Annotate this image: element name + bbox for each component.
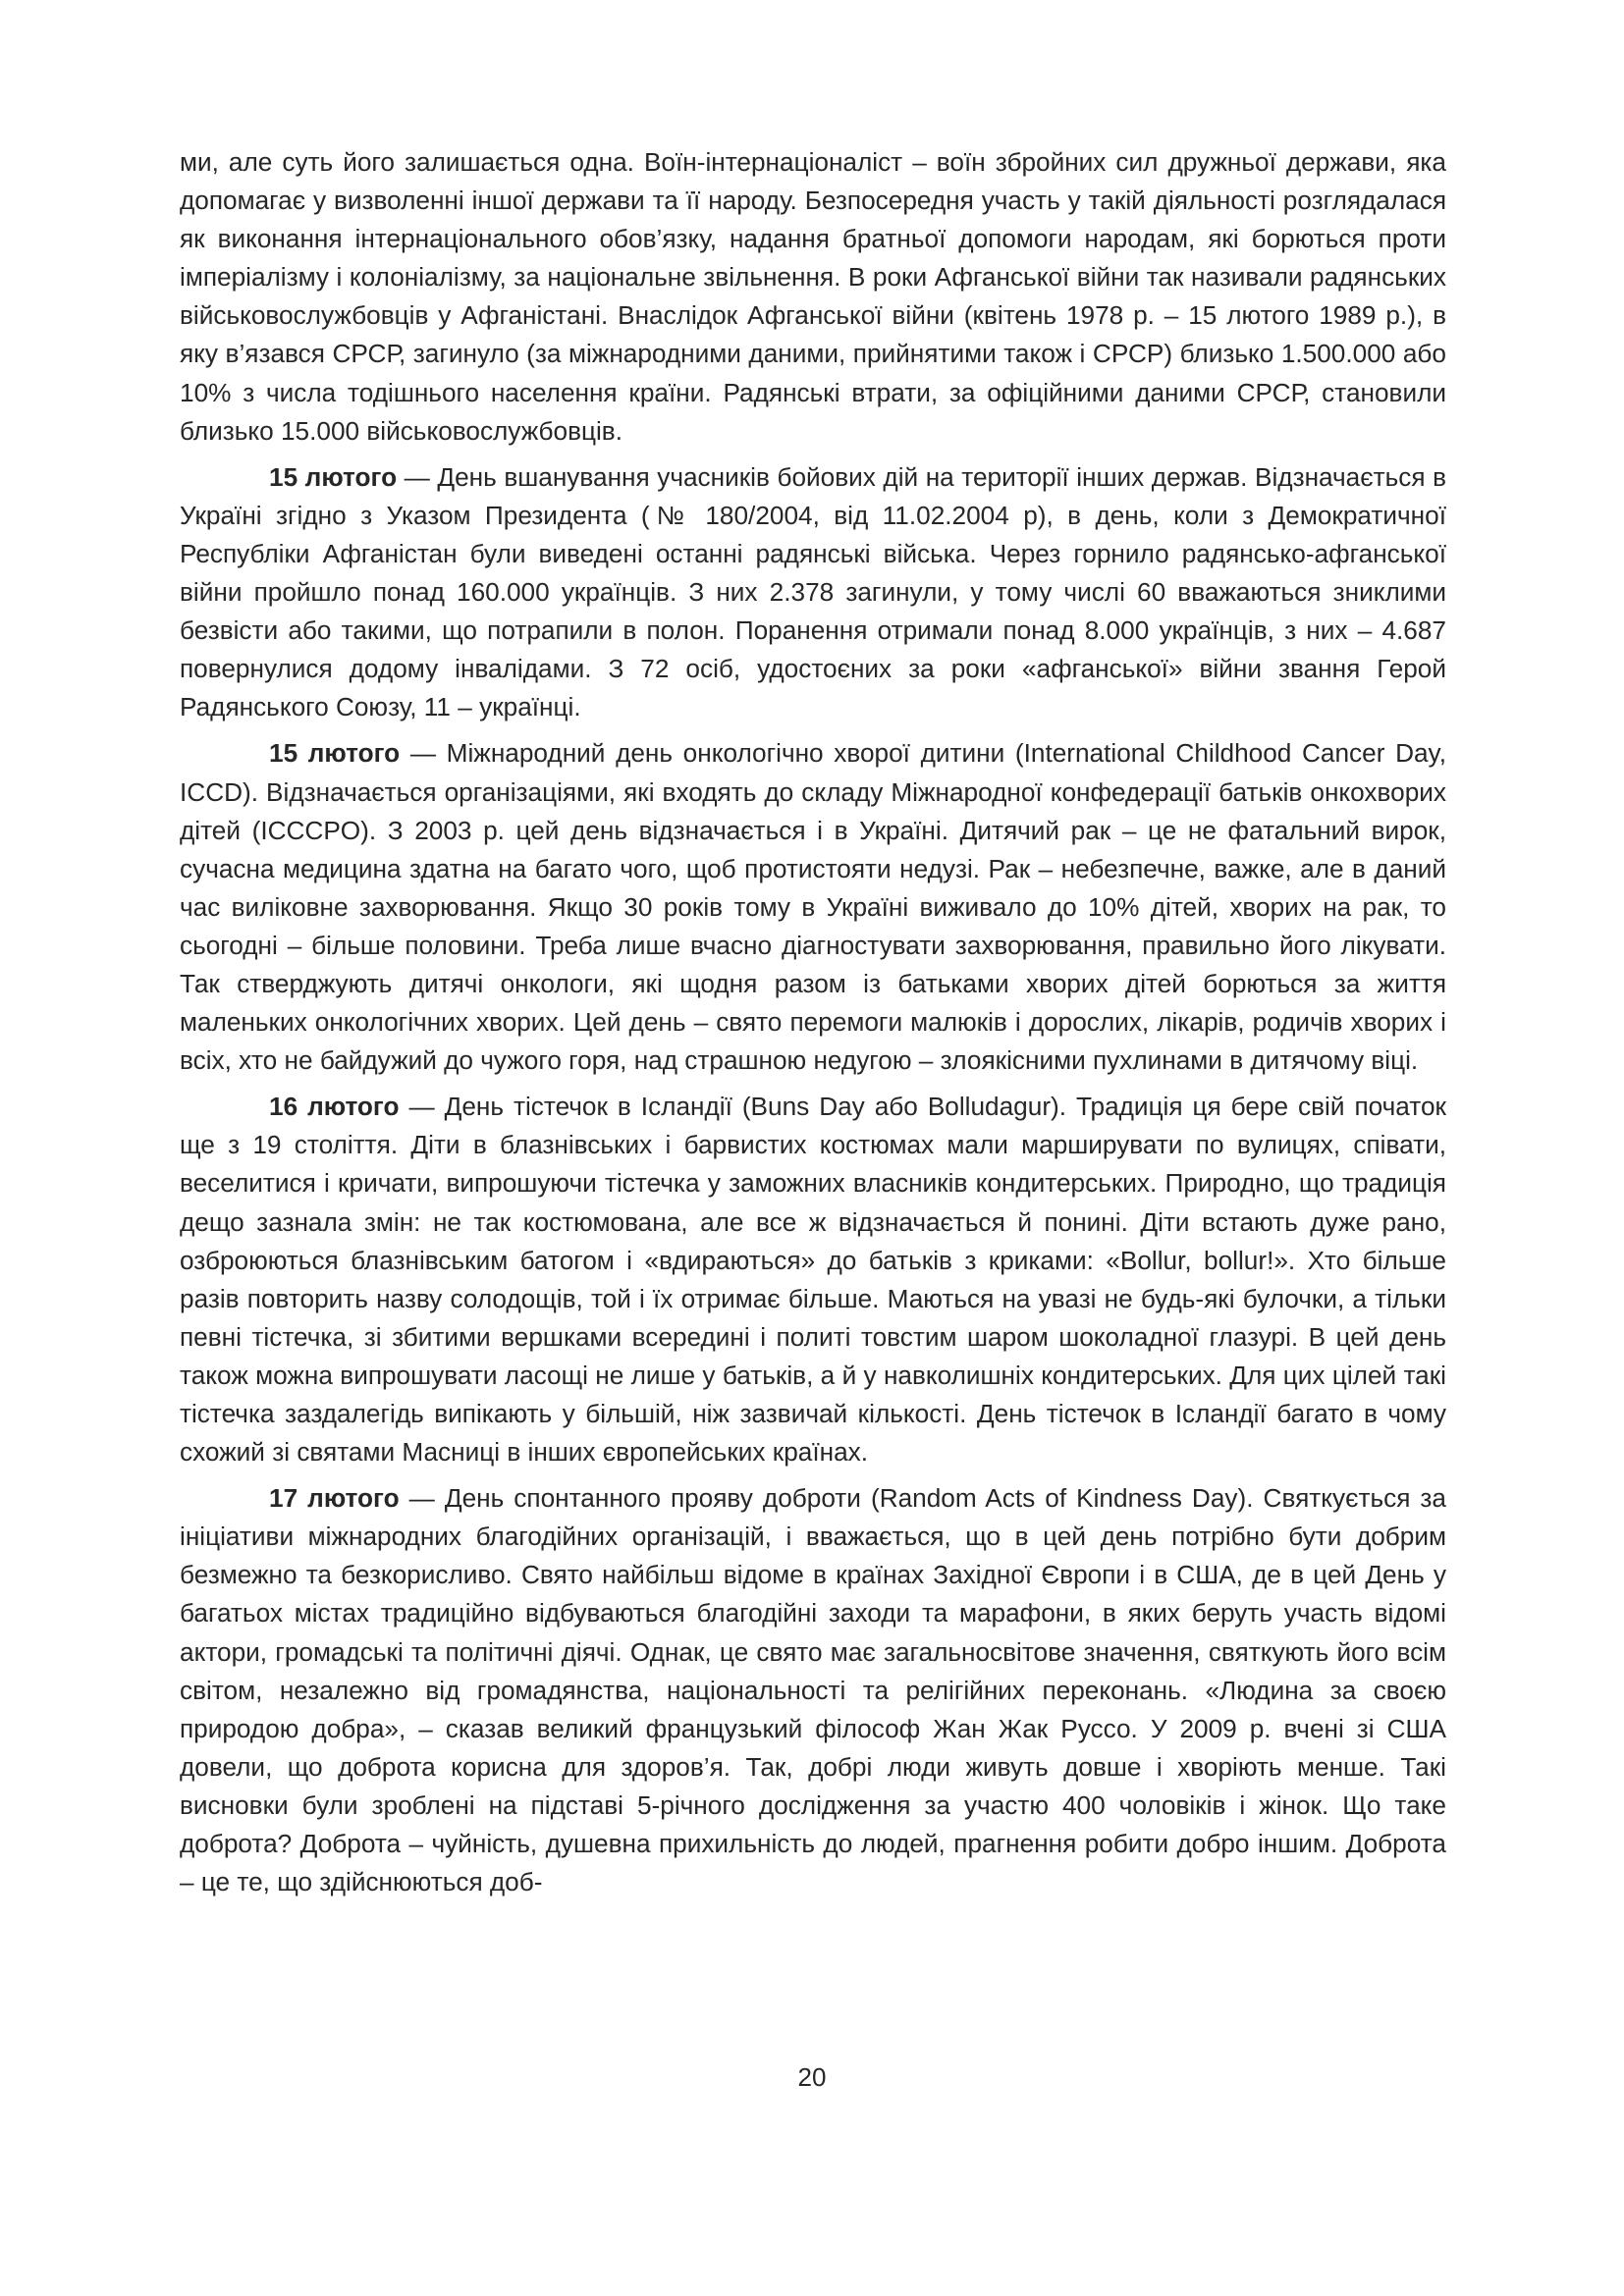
paragraph-text: — Міжнародний день онкологічно хворої дитини (International Childhood Cancer Day, ICCD). Відзначається організаціями, які входять до складу Міжнародної конфедерації батьків онкохворих дітей (ICCCPO). З 2003 р. цей день відзначається і в Україні. Дитячий рак – це не фатальний вирок, сучасна медицина здатна на багато чого, щоб протистояти недузі. Рак – небезпечне, важке, але в даний час виліковне захворювання. Якщо 30 років тому в Україні виживало до 10% дітей, хворих на рак, то сьогодні – більше половини. Треба лише вчасно діагностувати захворювання, правильно його лікувати. Так стверджують дитячі онкологи, які щодня разом із батьками хворих дітей борються за життя маленьких онкологічних хворих. Цей день – свято перемоги малюків і дорослих, лікарів, родичів хворих і всіх, хто не байдужий до чужого горя, над страшною недугою – злоякісними пухлинами в дитячому віці.	[180, 738, 1446, 1076]
paragraph-continuation	[180, 143, 1446, 451]
paragraph-date: 15 лютого	[269, 461, 398, 492]
paragraph-buns-day	[180, 1088, 1446, 1471]
page-number: 20	[797, 2062, 827, 2092]
paragraph-text: — День тістечок в Ісландії (Buns Day або Bolludagur). Традиція ця бере свій початок ще з 19 століття. Діти в блазнівських і барвистих костюмах мали марширувати по вулицях, співати, веселитися і кричати, випрошуючи тістечка у заможних власників кондитерських. Природно, що традиція дещо зазнала змін: не так костюмована, але все ж відзначається й понині. Діти встають дуже рано, озброюються блазнівським батогом і «вдираються» до батьків з криками: «Bollur, bollur!». Хто більше разів повторить назву солодощів, той і їх отримає більше. Маються на увазі не будь-які булочки, а тільки певні тістечка, зі збитими вершками всередині і политі товстим шаром шоколадної глазурі. В цей день також можна випрошувати ласощі не лише у батьків, а й у навколишніх кондитерських. Для цих цілей такі тістечка заздалегідь випікають у більшій, ніж зазвичай кількості. День тістечок в Ісландії багато в чому схожий зі святами Масниці в інших європейських країнах.	[180, 1092, 1446, 1468]
paragraph-date: 15 лютого	[269, 738, 401, 769]
paragraph-veterans-day	[180, 458, 1446, 727]
page-body	[180, 143, 1446, 1909]
paragraph-text: — День спонтанного прояву доброти (Random Acts of Kindness Day). Святкується за ініціативи міжнародних благодійних організацій, і вважається, що в цей день потрібно бути добрим безмежно та безкорисливо. Свято найбільш відоме в країнах Західної Європи і в США, де в цей День у багатьох містах традиційно відбуваються благодійні заходи та марафони, в яких беруть участь відомі актори, громадські та політичні діячі. Однак, це свято має загальносвітове значення, святкують його всім світом, незалежно від громадянства, національності та релігійних переконань. «Людина за своєю природою добра», – сказав великий французький філософ Жан Жак Руссо. У 2009 р. вчені зі США довели, що доброта корисна для здоров’я. Так, добрі люди живуть довше і хворіють менше. Такі висновки були зроблені на підставі 5-річного дослідження за участю 400 чоловіків і жінок. Що таке доброта? Доброта – чуйність, душевна прихильність до людей, прагнення робити добро іншим. Доброта – це те, що здійснюються доб-	[180, 1483, 1446, 1897]
paragraph-text: ми, але суть його залишається одна. Воїн-інтернаціоналіст – воїн збройних сил дружньої держави, яка допомагає у визволенні іншої держави та її народу. Безпосередня участь у такій діяльності розглядалася як виконання інтернаціонального обов’язку, надання братньої допомоги народам, які борються проти імперіалізму і колоніалізму, за національне звільнення. В роки Афганської війни так називали радянських військовослужбовців у Афганістані. Внаслідок Афганської війни (квітень 1978 р. – 15 лютого 1989 р.), в яку в’язався СРСР, загинуло (за міжнародними даними, прийнятими також і СРСР) близько 1.500.000 або 10% з числа тодішнього населення країни. Радянські втрати, за офіційними даними СРСР, становили близько 15.000 військовослужбовців.	[180, 147, 1446, 446]
paragraph-date: 17 лютого	[269, 1483, 400, 1514]
paragraph-date: 16 лютого	[269, 1092, 400, 1122]
paragraph-text: — День вшанування учасників бойових дій на території інших держав. Відзначається в Україні згідно з Указом Президента (№ 180/2004, від 11.02.2004 р), в день, коли з Демократичної Республіки Афганістан були виведені останні радянські війська. Через горнило радянсько-афганської війни пройшло понад 160.000 українців. З них 2.378 загинули, у тому числі 60 вважаються зниклими безвісти або такими, що потрапили в полон. Поранення отримали понад 8.000 українців, з них – 4.687 повернулися додому інвалідами. З 72 осіб, удостоєних за роки «афганської» війни звання Герой Радянського Союзу, 11 – українці.	[180, 461, 1446, 722]
paragraph-childhood-cancer-day	[180, 734, 1446, 1080]
paragraph-kindness-day	[180, 1479, 1446, 1901]
